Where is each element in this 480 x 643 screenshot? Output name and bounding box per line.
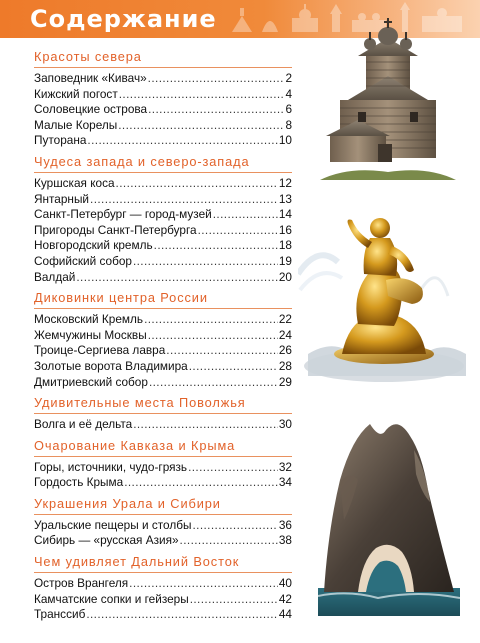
entry-page: 22 [278, 312, 292, 327]
sea-rock-arch-image [318, 410, 460, 616]
section-title: Украшения Урала и Сибири [34, 495, 292, 515]
entry-title: Транссиб [34, 607, 86, 622]
entry-title: Золотые ворота Владимира [34, 358, 188, 373]
toc-entry[interactable] [34, 576, 292, 592]
entry-title: Дмитриевский собор [34, 374, 148, 389]
entry-title: Московский Кремль [34, 312, 144, 327]
entry-page: 6 [285, 102, 292, 117]
section-central-russia [34, 289, 292, 390]
entry-page: 20 [278, 269, 292, 284]
toc-entry[interactable] [34, 207, 292, 223]
toc-entry[interactable] [34, 417, 292, 433]
entry-title: Гордость Крыма [34, 475, 124, 490]
toc-entry[interactable] [34, 375, 292, 391]
entry-title: Путорана [34, 133, 87, 148]
entry-title: Валдай [34, 269, 76, 284]
entry-title: Софийский собор [34, 253, 132, 268]
entry-title: Заповедник «Кивач» [34, 71, 147, 85]
toc-entry[interactable] [34, 270, 292, 286]
entry-title: Уральские пещеры и столбы [34, 517, 192, 532]
entry-page: 4 [285, 86, 292, 101]
entry-page: 34 [278, 475, 292, 490]
entry-page: 28 [278, 358, 292, 373]
entry-title: Камчатские сопки и гейзеры [34, 591, 189, 606]
entry-page: 8 [285, 117, 292, 132]
entry-title: Пригороды Санкт-Петербурга [34, 222, 197, 237]
entry-page: 2 [285, 71, 292, 85]
toc-entry[interactable] [34, 343, 292, 359]
entry-page: 12 [278, 175, 292, 190]
entry-title: Новгородский кремль [34, 238, 153, 253]
entry-title: Санкт-Петербург — город-музей [34, 207, 212, 222]
section-title: Красоты севера [34, 48, 292, 68]
page-title: Содержание [30, 5, 217, 33]
toc-entry[interactable] [34, 607, 292, 623]
entry-page: 29 [278, 374, 292, 389]
entry-title: Соловецкие острова [34, 102, 148, 117]
toc-entry[interactable] [34, 87, 292, 103]
entry-page: 19 [278, 253, 292, 268]
entry-title: Куршская коса [34, 175, 115, 190]
section-urals-siberia [34, 495, 292, 549]
toc-entry[interactable] [34, 176, 292, 192]
toc-entry[interactable] [34, 359, 292, 375]
toc-entry[interactable] [34, 518, 292, 534]
section-title: Удивительные места Поволжья [34, 394, 292, 414]
entry-page: 44 [278, 607, 292, 622]
toc-entry[interactable] [34, 312, 292, 328]
table-of-contents [34, 48, 292, 627]
entry-page: 16 [278, 222, 292, 237]
wooden-church-image [318, 16, 458, 184]
entry-title: Горы, источники, чудо-грязь [34, 459, 188, 474]
golden-statue-fountain-image [298, 204, 470, 388]
entry-title: Волга и её дельта [34, 417, 133, 432]
toc-entry[interactable] [34, 118, 292, 134]
section-title: Очарование Кавказа и Крыма [34, 437, 292, 457]
entry-page: 18 [278, 238, 292, 253]
section-far-east [34, 553, 292, 623]
entry-title: Жемчужины Москвы [34, 327, 147, 342]
section-title: Диковинки центра России [34, 289, 292, 309]
section-volga [34, 394, 292, 433]
toc-entry[interactable] [34, 223, 292, 239]
toc-entry[interactable] [34, 460, 292, 476]
toc-entry[interactable] [34, 133, 292, 149]
section-title: Чем удивляет Дальний Восток [34, 553, 292, 573]
toc-entry[interactable] [34, 71, 292, 87]
toc-entry[interactable] [34, 238, 292, 254]
entry-title: Малые Корелы [34, 117, 118, 132]
entry-page: 10 [278, 133, 292, 148]
section-northwest [34, 153, 292, 285]
entry-page: 36 [278, 517, 292, 532]
toc-entry[interactable] [34, 533, 292, 549]
entry-page: 38 [278, 533, 292, 548]
entry-title: Сибирь — «русская Азия» [34, 533, 179, 548]
entry-page: 32 [278, 459, 292, 474]
entry-title: Кижский погост [34, 86, 118, 101]
entry-page: 42 [278, 591, 292, 606]
toc-entry[interactable] [34, 328, 292, 344]
toc-entry[interactable] [34, 192, 292, 208]
section-north [34, 48, 292, 149]
entry-page: 24 [278, 327, 292, 342]
toc-entry[interactable] [34, 254, 292, 270]
entry-title: Троице-Сергиева лавра [34, 343, 166, 358]
toc-entry[interactable] [34, 475, 292, 491]
entry-page: 40 [278, 576, 292, 591]
entry-title: Янтарный [34, 191, 90, 206]
section-caucasus-crimea [34, 437, 292, 491]
toc-entry[interactable] [34, 592, 292, 608]
entry-page: 30 [278, 417, 292, 432]
entry-page: 14 [278, 207, 292, 222]
entry-page: 26 [278, 343, 292, 358]
entry-title: Остров Врангеля [34, 576, 129, 591]
toc-entry[interactable] [34, 102, 292, 118]
entry-page: 13 [278, 191, 292, 206]
section-title: Чудеса запада и северо-запада [34, 153, 292, 173]
